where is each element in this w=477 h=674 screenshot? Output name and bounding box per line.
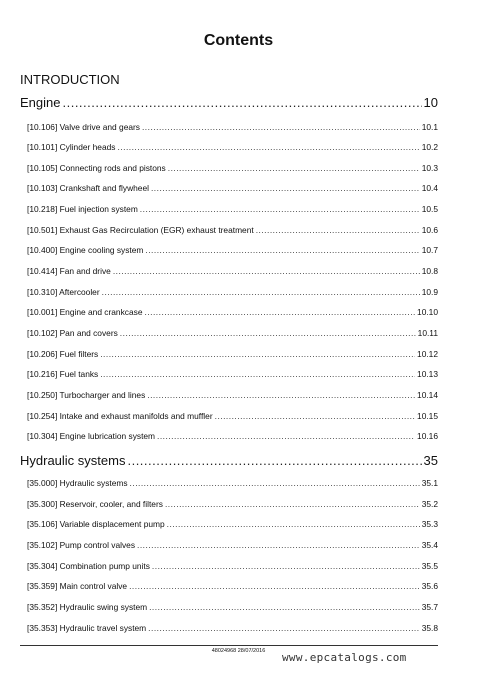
dot-leader	[142, 122, 420, 132]
entry-label: [10.400] Engine cooling system	[27, 245, 144, 255]
entry-page: 35.1	[421, 478, 438, 488]
entry-page: 10.3	[421, 163, 438, 173]
entry-page: 10.12	[417, 349, 438, 359]
entry-page: 10.11	[417, 328, 438, 338]
toc-entry[interactable]	[27, 623, 438, 633]
dot-leader	[113, 266, 420, 276]
toc-entry[interactable]	[27, 561, 438, 571]
entry-label: [35.000] Hydraulic systems	[27, 478, 128, 488]
toc-entry[interactable]	[27, 307, 438, 317]
toc-entry[interactable]	[27, 349, 438, 359]
entry-label: [10.254] Intake and exhaust manifolds and muffler	[27, 411, 213, 421]
section-label: Hydraulic systems	[20, 453, 126, 468]
dot-leader	[129, 581, 420, 591]
toc-entry[interactable]	[27, 519, 438, 529]
toc-entry[interactable]	[27, 431, 438, 441]
entry-page: 10.5	[421, 204, 438, 214]
entry-label: [35.106] Variable displacement pump	[27, 519, 165, 529]
toc-section-engine[interactable]	[20, 95, 438, 110]
toc-entry[interactable]	[27, 183, 438, 193]
dot-leader	[165, 499, 420, 509]
dot-leader	[62, 95, 421, 110]
toc-entry[interactable]	[27, 540, 438, 550]
dot-leader	[215, 411, 415, 421]
entry-label: [10.218] Fuel injection system	[27, 204, 138, 214]
section-page: 10	[423, 95, 438, 110]
entry-page: 10.4	[421, 183, 438, 193]
dot-leader	[151, 183, 420, 193]
dot-leader	[100, 349, 415, 359]
dot-leader	[152, 561, 420, 571]
page-title: Contents	[203, 32, 274, 49]
entry-label: [10.103] Crankshaft and flywheel	[27, 183, 149, 193]
entry-label: [10.001] Engine and crankcase	[27, 307, 143, 317]
toc-entry[interactable]	[27, 266, 438, 276]
entry-page: 35.8	[421, 623, 438, 633]
dot-leader	[256, 225, 420, 235]
section-page: 35	[423, 453, 438, 468]
dot-leader	[147, 390, 415, 400]
toc-entry[interactable]	[27, 142, 438, 152]
dot-leader	[127, 453, 421, 468]
entry-label: [35.359] Main control valve	[27, 581, 128, 591]
entry-page: 35.6	[421, 581, 438, 591]
toc-entry[interactable]	[27, 581, 438, 591]
entry-page: 10.14	[417, 390, 438, 400]
entry-label: [35.304] Combination pump units	[27, 561, 150, 571]
entry-label: [35.300] Reservoir, cooler, and filters	[27, 499, 163, 509]
toc-entry[interactable]	[27, 245, 438, 255]
entry-label: [10.101] Cylinder heads	[27, 142, 116, 152]
toc-entry[interactable]	[27, 390, 438, 400]
entry-label: [35.353] Hydraulic travel system	[27, 623, 147, 633]
toc-entry[interactable]	[27, 225, 438, 235]
dot-leader	[144, 307, 415, 317]
entry-page: 10.9	[421, 287, 438, 297]
toc-entry[interactable]	[27, 328, 438, 338]
entry-page: 35.4	[421, 540, 438, 550]
dot-leader	[167, 519, 420, 529]
dot-leader	[148, 623, 420, 633]
entry-page: 35.3	[421, 519, 438, 529]
entry-label: [10.105] Connecting rods and pistons	[27, 163, 166, 173]
entry-page: 10.15	[417, 411, 438, 421]
dot-leader	[120, 328, 416, 338]
entry-page: 10.2	[421, 142, 438, 152]
section-label: Engine	[20, 95, 61, 110]
entry-label: [10.414] Fan and drive	[27, 266, 111, 276]
intro-heading: INTRODUCTION	[20, 72, 120, 87]
dot-leader	[137, 540, 420, 550]
entry-page: 35.2	[421, 499, 438, 509]
entry-label: [35.352] Hydraulic swing system	[27, 602, 148, 612]
entry-label: [35.102] Pump control valves	[27, 540, 136, 550]
entry-page: 35.5	[421, 561, 438, 571]
entry-label: [10.304] Engine lubrication system	[27, 431, 156, 441]
toc-section-hydraulic-systems[interactable]	[20, 453, 438, 468]
dot-leader	[100, 369, 415, 379]
entry-label: [10.310] Aftercooler	[27, 287, 100, 297]
dot-leader	[117, 142, 419, 152]
watermark-url: www.epcatalogs.com	[282, 651, 407, 664]
entry-page: 10.1	[421, 122, 438, 132]
entry-page: 10.10	[417, 307, 438, 317]
toc-entry[interactable]	[27, 204, 438, 214]
footer-rule	[20, 645, 438, 646]
dot-leader	[168, 163, 420, 173]
toc-entry[interactable]	[27, 478, 438, 488]
toc-entry[interactable]	[27, 287, 438, 297]
entry-page: 10.13	[417, 369, 438, 379]
entry-page: 35.7	[421, 602, 438, 612]
dot-leader	[145, 245, 419, 255]
dot-leader	[130, 478, 420, 488]
dot-leader	[140, 204, 420, 214]
entry-label: [10.102] Pan and covers	[27, 328, 118, 338]
dot-leader	[157, 431, 415, 441]
toc-entry[interactable]	[27, 602, 438, 612]
toc-entry[interactable]	[27, 411, 438, 421]
entry-page: 10.16	[417, 431, 438, 441]
toc-entry[interactable]	[27, 499, 438, 509]
entry-page: 10.7	[421, 245, 438, 255]
footer-doc-id: 48024968 28/07/2016	[211, 648, 266, 654]
entry-label: [10.216] Fuel tanks	[27, 369, 99, 379]
toc-entry[interactable]	[27, 122, 438, 132]
entry-label: [10.250] Turbocharger and lines	[27, 390, 146, 400]
dot-leader	[102, 287, 420, 297]
entry-page: 10.6	[421, 225, 438, 235]
dot-leader	[149, 602, 420, 612]
toc-entry[interactable]	[27, 369, 438, 379]
entry-label: [10.501] Exhaust Gas Recirculation (EGR) exhaust treatment	[27, 225, 254, 235]
toc-entry[interactable]	[27, 163, 438, 173]
entry-label: [10.206] Fuel filters	[27, 349, 99, 359]
entry-label: [10.106] Valve drive and gears	[27, 122, 140, 132]
entry-page: 10.8	[421, 266, 438, 276]
